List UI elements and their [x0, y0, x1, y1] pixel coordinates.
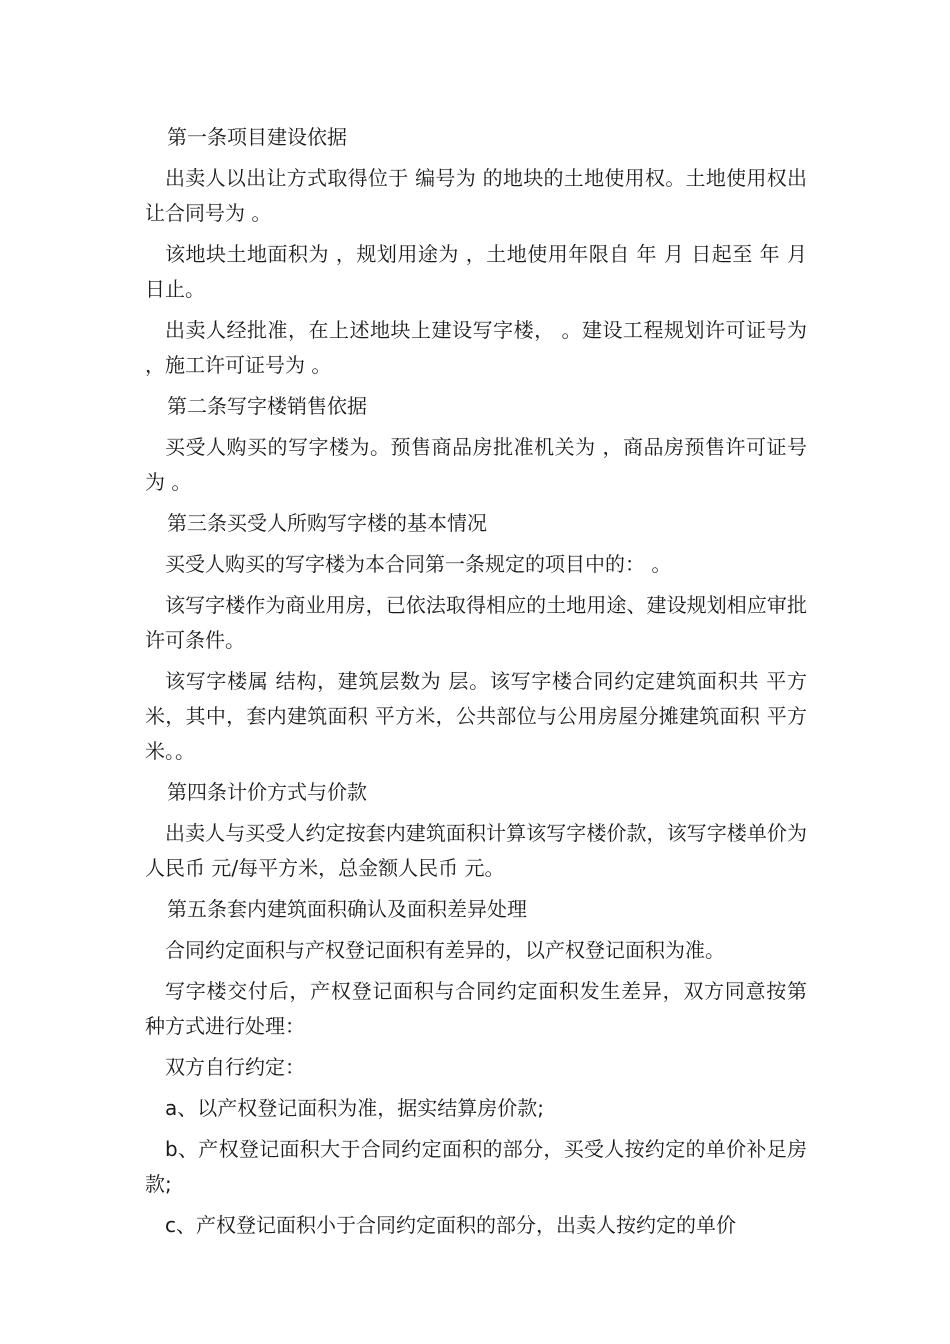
article-2-heading: 第二条写字楼销售依据 [167, 394, 367, 418]
paragraph: 出卖人经批准，在上述地块上建设写字楼， 。建设工程规划许可证号为 ，施工许可证号为 。 [145, 318, 807, 377]
paragraph: 该地块土地面积为 ，规划用途为 ，土地使用年限自 年 月 日起至 年 月 日止。 [145, 242, 807, 301]
paragraph: 出卖人以出让方式取得位于 编号为 的地块的土地使用权。土地使用权出让合同号为 。 [145, 166, 807, 225]
document-body [145, 120, 807, 1249]
article-5-heading: 第五条套内建筑面积确认及面积差异处理 [167, 897, 527, 921]
article-1-heading: 第一条项目建设依据 [167, 125, 347, 149]
paragraph: 该写字楼属 结构，建筑层数为 层。该写字楼合同约定建筑面积共 平方米，其中，套内建筑面积 平方米，公共部位与公用房屋分摊建筑面积 平方米。。 [145, 669, 807, 763]
article-4-heading: 第四条计价方式与价款 [167, 780, 367, 804]
list-item-b: b、产权登记面积大于合同约定面积的部分，买受人按约定的单价补足房款; [145, 1137, 807, 1196]
article-3-heading: 第三条买受人所购写字楼的基本情况 [167, 511, 487, 535]
list-item-c: c、产权登记面积小于合同约定面积的部分，出卖人按约定的单价 [165, 1213, 736, 1237]
list-item-a: a、以产权登记面积为准，据实结算房价款; [165, 1096, 544, 1120]
paragraph: 买受人购买的写字楼为。预售商品房批准机关为 ，商品房预售许可证号为 。 [145, 435, 807, 494]
paragraph: 买受人购买的写字楼为本合同第一条规定的项目中的： 。 [165, 552, 672, 576]
paragraph: 双方自行约定： [165, 1055, 305, 1079]
paragraph: 写字楼交付后，产权登记面积与合同约定面积发生差异，双方同意按第 种方式进行处理： [145, 979, 807, 1038]
paragraph: 合同约定面积与产权登记面积有差异的，以产权登记面积为准。 [165, 938, 725, 962]
paragraph: 出卖人与买受人约定按套内建筑面积计算该写字楼价款，该写字楼单价为人民币 元/每平方米，总金额人民币 元。 [145, 821, 807, 880]
paragraph: 该写字楼作为商业用房，已依法取得相应的土地用途、建设规划相应审批许可条件。 [145, 593, 807, 652]
